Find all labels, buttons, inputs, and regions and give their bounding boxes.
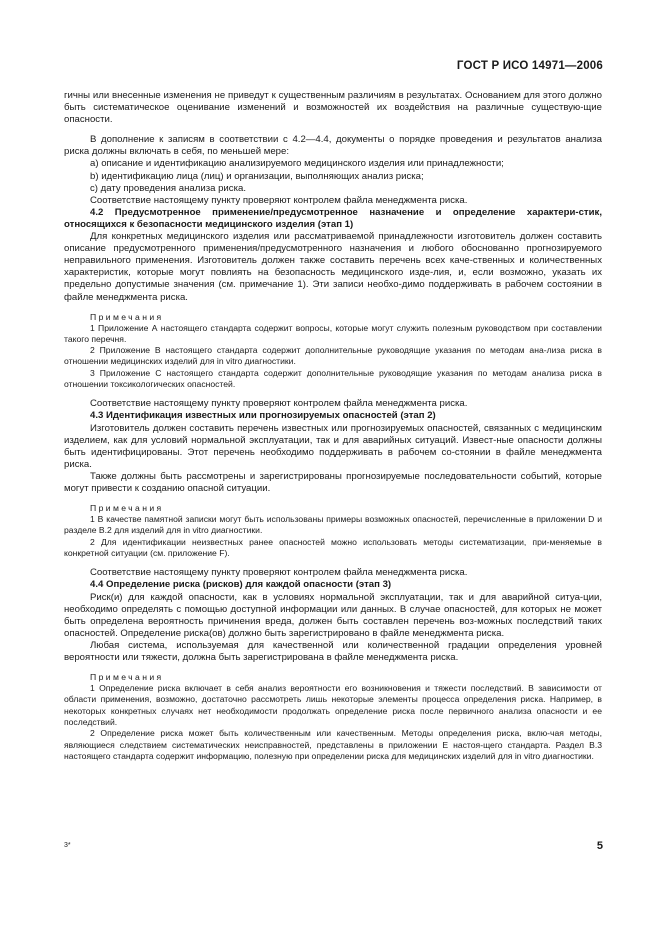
- section-heading-4-3: 4.3 Идентификация известных или прогнозируемых опасностей (этап 2): [90, 410, 436, 422]
- note-3-2: 2 Определение риска может быть количественным или качественным. Методы определения риска, вклю-чая методы, являющиеся следствием систематических неисправностей, представлены в приложении Е настоя-щего стандарта. Раздел В.3 настоящего стандарта содержит информацию, полезную при определении риска для медицинских изделий для in vitro диагностики.: [64, 728, 602, 761]
- compliance-note-3: Соответствие настоящему пункту проверяют контролем файла менеджмента риска.: [90, 567, 468, 579]
- notes-title-2: Примечания: [90, 503, 164, 514]
- compliance-note-2: Соответствие настоящему пункту проверяют контролем файла менеджмента риска.: [90, 398, 468, 410]
- note-1-1: 1 Приложение А настоящего стандарта содержит вопросы, которые могут служить полезным руководством при составлении такого перечня.: [64, 322, 602, 344]
- paragraph-grading-system: Любая система, используемая для качественной или количественной градации определения уровней вероятности или тяжести, должна быть зарегистрирована в файле менеджмента риска.: [64, 639, 602, 663]
- note-2-1: 1 В качестве памятной записки могут быть использованы примеры возможных опасностей, перечисленные в приложении D и разделе В.2 для изделий для in vitro диагностики.: [64, 514, 602, 536]
- paragraph-hazard-list: Изготовитель должен составить перечень известных или прогнозируемых опасностей, связанных с медицинским изделием, как для условий нормальной эксплуатации, так и для аварийных ситуаций. Извест-ные опасности должны быть идентифицированы. Этот перечень необходимо поддерживать в рабочем со-стоянии в файле менеджмента риска.: [64, 422, 602, 470]
- notes-title-3: Примечания: [90, 672, 164, 683]
- list-item-c: с) дату проведения анализа риска.: [90, 182, 247, 194]
- paragraph-records: В дополнение к записям в соответствии с 4.2—4.4, документы о порядке проведения и результатов анализа риска должны включать в себя, по меньшей мере:: [64, 134, 602, 158]
- section-heading-4-2: 4.2 Предусмотренное применение/предусмотренное назначение и определение характери-стик, относящихся к безопасности медицинского изделия (этап 1): [64, 206, 602, 230]
- note-3-1: 1 Определение риска включает в себя анализ вероятности его возникновения и тяжести последствий. В зависимости от области применения, возможно, достаточно рассмотреть лишь некоторые элементы процесса определения риска. Например, в некоторых конкретных случаях нет необходимости продолжать определение риска после первичного анализа опасности и ее последствий.: [64, 683, 602, 727]
- list-item-b: b) идентификацию лица (лиц) и организации, выполняющих анализ риска;: [90, 170, 424, 182]
- page-number: 5: [596, 840, 603, 852]
- paragraph-continuation: гичны или внесенные изменения не приведут к существенным различиям в результатах. Основанием для этого должно быть систематическое оценивание изменений и возможностей их воздействия на различные существую-щие опасности.: [64, 90, 602, 126]
- compliance-note-1: Соответствие настоящему пункту проверяют контролем файла менеджмента риска.: [90, 194, 468, 206]
- standard-header: ГОСТ Р ИСО 14971—2006: [456, 60, 603, 72]
- paragraph-intended-use: Для конкретных медицинского изделия или рассматриваемой принадлежности изготовитель должен составить описание предусмотренного применения/предусмотренного назначения и любого обоснованно прогнозируемого неправильного применения. Изготовитель должен также составить перечень всех каче-ственных и количественных характеристик, которые могут повлиять на безопасность медицинского изде-лия, и, если возможно, указать их предельно допустимые значения (см. примечание 1). Эти записи необхо-димо поддерживать в рабочем состоянии в файле менеджмента риска.: [64, 231, 602, 303]
- page-content: [64, 90, 602, 762]
- note-2-2: 2 Для идентификации неизвестных ранее опасностей можно использовать методы систематизации, при-меняемые в конкретной ситуации (см. приложение F).: [64, 536, 602, 559]
- notes-title-1: Примечания: [90, 311, 164, 322]
- section-heading-4-4: 4.4 Определение риска (рисков) для каждой опасности (этап 3): [90, 579, 392, 591]
- paragraph-risk-estimation: Риск(и) для каждой опасности, как в условиях нормальной эксплуатации, так и для аварийной ситуа-ции, необходимо определять с помощью доступной информации или данных. В случае опасностей, для которых не может быть определена вероятность причинения вреда, должен быть составлен перечень воз-можных последствий таких опасностей. Определение риска(ов) должно быть зарегистрировано в файле менеджмента риска.: [64, 591, 602, 639]
- note-1-2: 2 Приложение В настоящего стандарта содержит дополнительные руководящие указания по методам ана-лиза риска в отношении медицинских изделий для in vitro диагностики.: [64, 345, 602, 367]
- note-1-3: 3 Приложение С настоящего стандарта содержит дополнительные руководящие указания по методам анализа риска в отношении токсикологических опасностей.: [64, 367, 602, 390]
- footer-mark: 3*: [64, 842, 71, 849]
- list-item-a: а) описание и идентификацию анализируемого медицинского изделия или принадлежности;: [90, 158, 504, 170]
- paragraph-event-sequences: Также должны быть рассмотрены и зарегистрированы прогнозируемые последовательности событий, которые могут привести к созданию опасной ситуации.: [64, 470, 602, 495]
